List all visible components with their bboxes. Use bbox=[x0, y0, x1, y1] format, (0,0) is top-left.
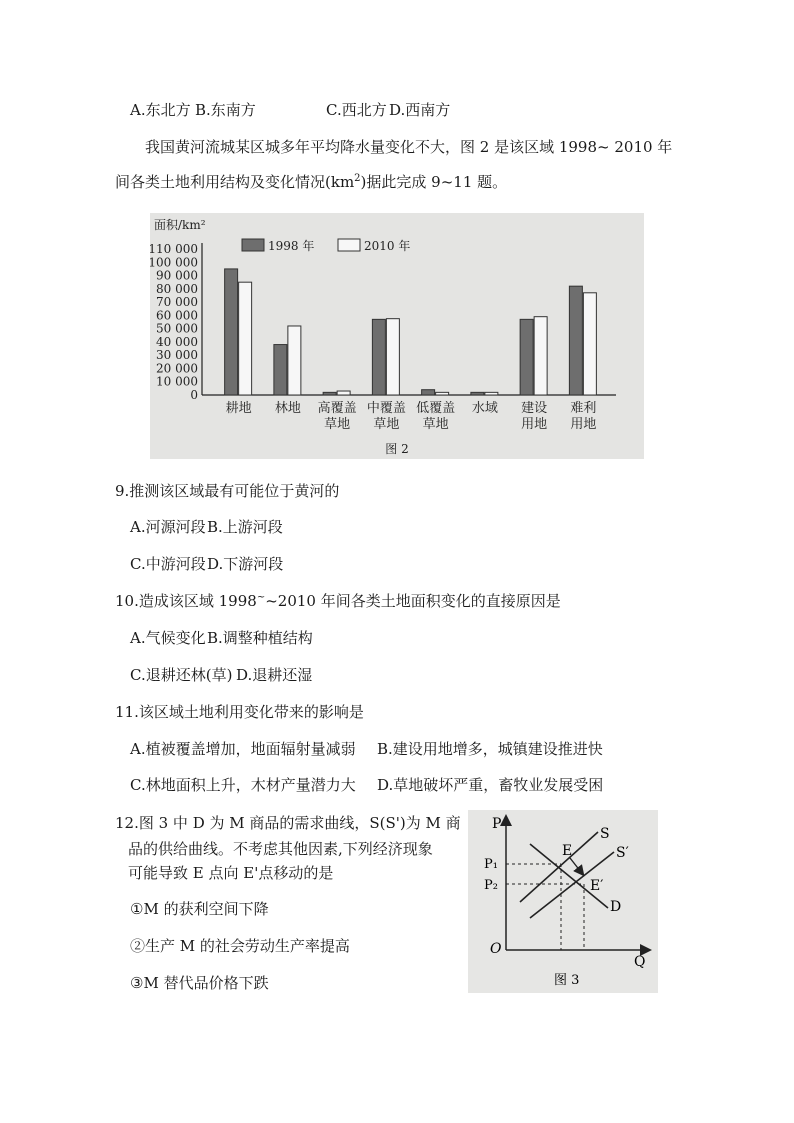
q10-option-d: D.退耕还湿 bbox=[236, 666, 313, 684]
bar-1998 bbox=[520, 319, 533, 395]
e-label: E bbox=[562, 843, 573, 859]
q9-option-d: D.下游河段 bbox=[207, 555, 284, 573]
bar-1998 bbox=[422, 390, 435, 395]
q11-stem: 11.该区域土地利用变化带来的影响是 bbox=[115, 703, 364, 721]
q11-option-d: D.草地破坏严重，畜牧业发展受困 bbox=[377, 776, 604, 794]
bar-2010 bbox=[534, 317, 547, 395]
legend-swatch bbox=[242, 239, 264, 251]
legend-label: 1998 年 bbox=[268, 239, 315, 253]
s-prime-label: S′ bbox=[616, 845, 629, 861]
bar-1998 bbox=[225, 269, 238, 395]
bar-1998 bbox=[569, 286, 582, 395]
q9-option-c: C.中游河段 bbox=[130, 555, 206, 573]
p2-label: P₂ bbox=[484, 878, 498, 893]
q-axis-label: Q bbox=[634, 954, 646, 970]
q10-option-c: C.退耕还林(草) bbox=[130, 666, 233, 684]
x-category-label: 林地 bbox=[274, 401, 301, 416]
q9-option-b: B.上游河段 bbox=[207, 518, 283, 536]
p1-label: P₁ bbox=[484, 857, 498, 872]
q12-stem-line-3: 可能导致 E 点向 E'点移动的是 bbox=[128, 864, 334, 882]
origin-label: O bbox=[490, 941, 502, 957]
y-tick-label: 110 000 bbox=[150, 242, 198, 256]
y-tick-label: 40 000 bbox=[156, 334, 198, 349]
q9-stem: 9.推测该区域最有可能位于黄河的 bbox=[115, 482, 340, 500]
q10-stem: 10.造成该区域 1998~~2010 年间各类土地面积变化的直接原因是 bbox=[115, 592, 561, 610]
d-label: D bbox=[610, 899, 622, 915]
q12-stem-line-2: 品的供给曲线。不考虑其他因素,下列经济现象 bbox=[128, 840, 433, 858]
y-tick-label: 80 000 bbox=[156, 281, 198, 296]
bar-2010 bbox=[386, 319, 399, 395]
bar-2010 bbox=[337, 391, 350, 395]
bar-2010 bbox=[436, 392, 449, 395]
intro-line-2: 间各类土地利用结构及变化情况$(km^2)$据此完成 9~11 题。 bbox=[115, 173, 508, 191]
q8-option-c: C.西北方 bbox=[326, 101, 387, 119]
p-axis-label: P bbox=[492, 816, 502, 832]
q12-stem-line-1: 12.图 3 中 D 为 M 商品的需求曲线，S(S')为 M 商 bbox=[115, 814, 461, 832]
e-prime-label: E′ bbox=[590, 878, 604, 894]
land-use-bar-chart bbox=[150, 213, 644, 459]
legend-label: 2010 年 bbox=[364, 239, 411, 253]
bar-1998 bbox=[471, 392, 484, 395]
bar-1998 bbox=[323, 392, 336, 395]
x-category-label: 草地 bbox=[373, 417, 400, 432]
bar-2010 bbox=[239, 282, 252, 395]
x-category-label: 难利 bbox=[570, 401, 597, 416]
q11-option-c: C.林地面积上升，木材产量潜力大 bbox=[130, 776, 356, 794]
bar-2010 bbox=[288, 326, 301, 395]
x-category-label: 耕地 bbox=[225, 401, 252, 416]
s-label: S bbox=[600, 826, 610, 842]
q11-option-b: B.建设用地增多，城镇建设推进快 bbox=[377, 740, 603, 758]
bar-1998 bbox=[372, 319, 385, 395]
figure-3-supply-demand bbox=[468, 810, 658, 993]
y-tick-label: 50 000 bbox=[156, 321, 198, 336]
y-tick-label: 10 000 bbox=[156, 374, 198, 389]
x-category-label: 用地 bbox=[570, 417, 597, 432]
q12-item-2: ②生产 M 的社会劳动生产率提高 bbox=[130, 937, 350, 955]
x-category-label: 草地 bbox=[422, 417, 449, 432]
bar-2010 bbox=[583, 293, 596, 395]
y-tick-label: 30 000 bbox=[156, 348, 198, 363]
legend-swatch bbox=[338, 239, 360, 251]
figure-2-caption: 图 2 bbox=[385, 442, 409, 456]
y-tick-label: 0 bbox=[190, 388, 198, 402]
x-category-label: 低覆盖 bbox=[416, 401, 456, 416]
e-shift-arrow bbox=[570, 858, 581, 872]
q8-option-b: B.东南方 bbox=[195, 101, 256, 119]
x-category-label: 高覆盖 bbox=[317, 401, 357, 416]
x-category-label: 中覆盖 bbox=[366, 401, 406, 416]
q8-option-a: A.东北方 bbox=[130, 101, 191, 119]
bar-1998 bbox=[274, 345, 287, 395]
y-tick-label: 70 000 bbox=[156, 295, 198, 310]
q12-item-1: ①M 的获利空间下降 bbox=[130, 900, 269, 918]
x-category-label: 用地 bbox=[521, 417, 548, 432]
intro-line-1: 我国黄河流城某区城多年平均降水量变化不大，图 2 是该区域 1998~ 2010 年 bbox=[145, 138, 673, 156]
bar-2010 bbox=[485, 392, 498, 395]
y-tick-label: 60 000 bbox=[156, 308, 198, 323]
q9-option-a: A.河源河段 bbox=[130, 518, 206, 536]
q10-option-b: B.调整种植结构 bbox=[207, 629, 313, 647]
q8-option-d: D.西南方 bbox=[389, 101, 451, 119]
x-category-label: 草地 bbox=[324, 417, 351, 432]
y-tick-label: 90 000 bbox=[156, 268, 198, 283]
x-category-label: 建设 bbox=[521, 401, 548, 416]
y-tick-label: 20 000 bbox=[156, 361, 198, 376]
figure-2-chart bbox=[150, 213, 644, 459]
q12-item-3: ③M 替代品价格下跌 bbox=[130, 974, 269, 992]
y-tick-label: 100 000 bbox=[150, 255, 198, 270]
q10-option-a: A.气候变化 bbox=[130, 629, 206, 647]
figure-3-caption: 图 3 bbox=[554, 973, 580, 988]
x-category-label: 水域 bbox=[471, 401, 498, 416]
supply-demand-diagram bbox=[468, 810, 658, 993]
y-axis-title: 面积/km² bbox=[154, 218, 206, 232]
q11-option-a: A.植被覆盖增加，地面辐射量减弱 bbox=[130, 740, 356, 758]
